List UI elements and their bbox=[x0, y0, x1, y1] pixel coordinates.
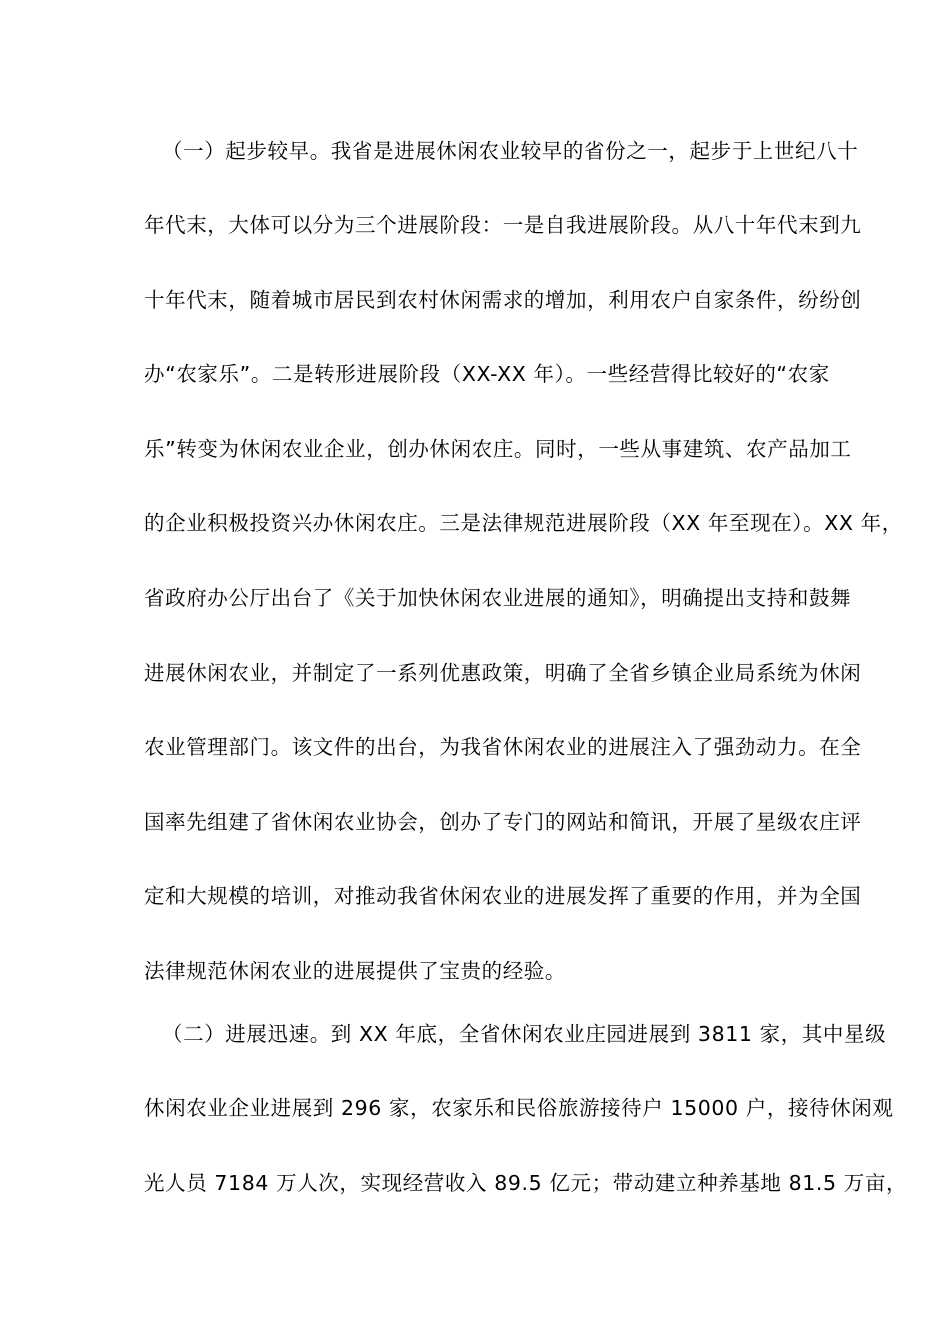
paragraph-2-line-3: 光人员 7184 万人次，实现经营收入 89.5 亿元；带动建立种养基地 81.5 万亩， bbox=[144, 1171, 908, 1195]
paragraph-1-line-3: 十年代末，随着城市居民到农村休闲需求的增加，利用农户自家条件，纷纷创 bbox=[144, 288, 862, 312]
paragraph-1-line-6: 的企业积极投资兴办休闲农庄。三是法律规范进展阶段（XX 年至现在）。XX 年， bbox=[144, 511, 903, 535]
paragraph-1-line-8: 进展休闲农业，并制定了一系列优惠政策，明确了全省乡镇企业局系统为休闲 bbox=[144, 661, 862, 685]
paragraph-1-line-4: 办“农家乐”。二是转形进展阶段（XX-XX 年）。一些经营得比较好的“农家 bbox=[144, 362, 830, 386]
paragraph-1-line-10: 国率先组建了省休闲农业协会，创办了专门的网站和简讯，开展了星级农庄评 bbox=[144, 810, 862, 834]
paragraph-1-line-11: 定和大规模的培训，对推动我省休闲农业的进展发挥了重要的作用，并为全国 bbox=[144, 884, 862, 908]
paragraph-1-line-2: 年代末，大体可以分为三个进展阶段：一是自我进展阶段。从八十年代末到九 bbox=[144, 213, 862, 237]
paragraph-1-line-7: 省政府办公厅出台了《关于加快休闲农业进展的通知》，明确提出支持和鼓舞 bbox=[144, 586, 852, 610]
paragraph-1-line-9: 农业管理部门。该文件的出台，为我省休闲农业的进展注入了强劲动力。在全 bbox=[144, 735, 862, 759]
paragraph-1-line-1: （一）起步较早。我省是进展休闲农业较早的省份之一，起步于上世纪八十 bbox=[162, 139, 859, 163]
paragraph-1-line-12: 法律规范休闲农业的进展提供了宝贵的经验。 bbox=[144, 959, 566, 983]
paragraph-1-line-5: 乐”转变为休闲农业企业，创办休闲农庄。同时，一些从事建筑、农产品加工 bbox=[144, 437, 852, 461]
paragraph-2-line-1: （二）进展迅速。到 XX 年底，全省休闲农业庄园进展到 3811 家，其中星级 bbox=[162, 1022, 887, 1046]
paragraph-2-line-2: 休闲农业企业进展到 296 家，农家乐和民俗旅游接待户 15000 户，接待休闲观 bbox=[144, 1096, 894, 1120]
